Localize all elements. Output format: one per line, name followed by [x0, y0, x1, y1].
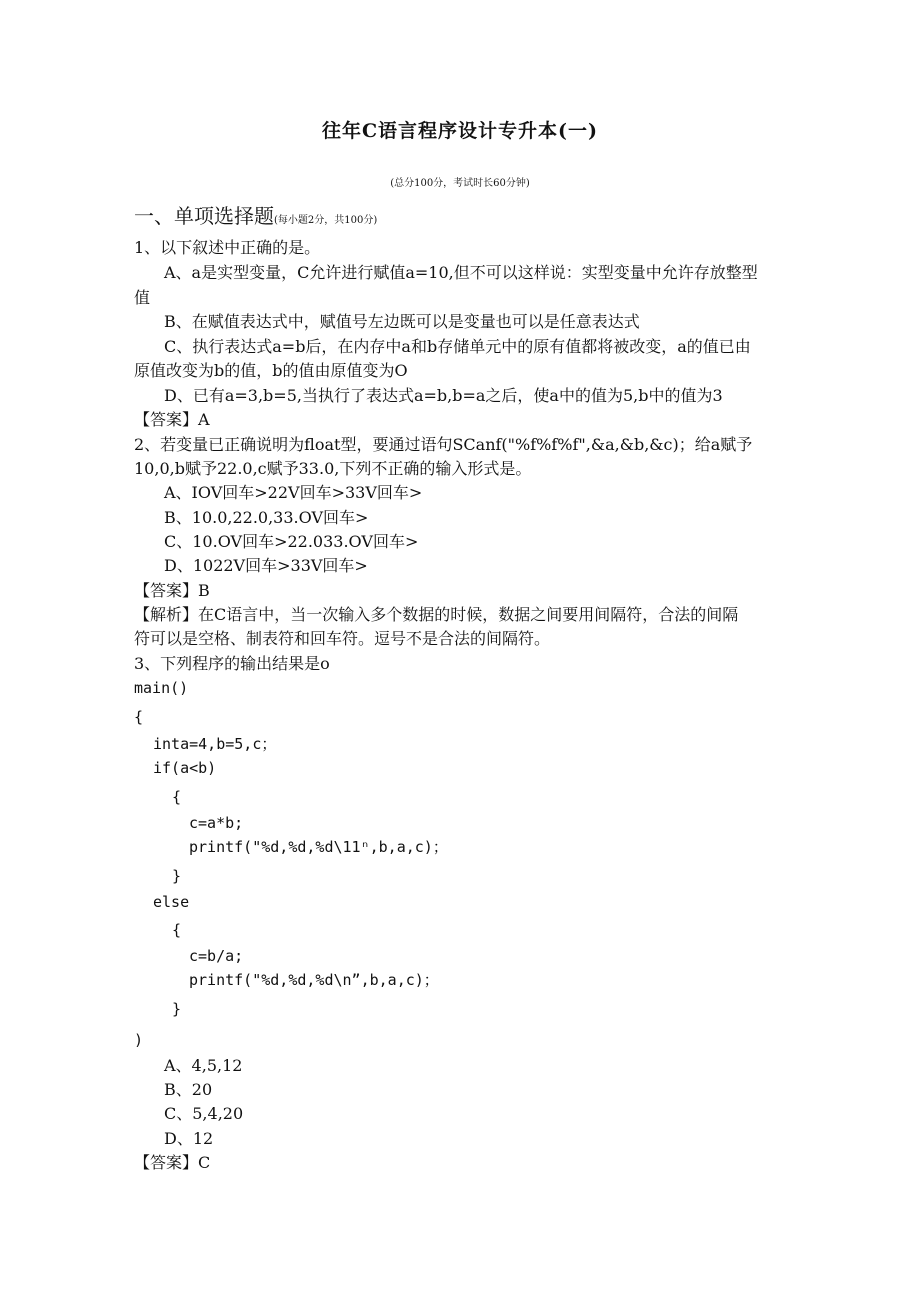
q1-answer: 【答案】A — [134, 410, 210, 429]
q1-option-a-cont: 值 — [134, 288, 151, 307]
q2-answer: 【答案】B — [134, 581, 210, 600]
q2-stem-cont: 10,0,b赋予22.0,c赋予33.0,下列不正确的输入形式是。 — [134, 459, 532, 478]
q3-stem: 3、下列程序的输出结果是o — [134, 654, 330, 673]
q1-stem: 1、以下叙述中正确的是。 — [134, 238, 321, 257]
code-line: { — [134, 708, 144, 726]
q1-option-a: A、a是实型变量，C允许进行赋值a=10,但不可以这样说：实型变量中允许存放整型 — [164, 263, 758, 282]
code-line: inta=4,b=5,c； — [153, 735, 277, 753]
q1-option-d: D、已有a=3,b=5,当执行了表达式a=b,b=a之后，使a中的值为5,b中的值为3 — [164, 386, 723, 405]
q2-option-a: A、IOV回车>22V回车>33V回车> — [164, 483, 423, 502]
code-line: printf("%d,%d,%d\n”,b,a,c)； — [189, 971, 439, 989]
q1-option-c-cont: 原值改变为b的值，b的值由原值变为O — [134, 361, 408, 380]
q3-option-c: C、5,4,20 — [164, 1104, 244, 1123]
code-line: main() — [134, 679, 189, 697]
q3-option-a: A、4,5,12 — [164, 1056, 243, 1075]
code-line: printf("%d,%d,%d\11ⁿ,b,a,c)； — [189, 838, 448, 856]
q1-option-c: C、执行表达式a=b后，在内存中a和b存储单元中的原有值都将被改变，a的值已由 — [164, 337, 751, 356]
q2-option-b: B、10.0,22.0,33.OV回车> — [164, 508, 369, 527]
code-line: } — [172, 867, 182, 885]
q2-analysis: 【解析】在C语言中，当一次输入多个数据的时候，数据之间要用间隔符，合法的间隔 — [134, 605, 739, 624]
document-subtitle: (总分100分，考试时长60分钟) — [390, 178, 530, 189]
code-line: c=a*b; — [189, 814, 244, 832]
q1-option-b: B、在赋值表达式中，赋值号左边既可以是变量也可以是任意表达式 — [164, 312, 640, 331]
q2-option-c: C、10.OV回车>22.033.OV回车> — [164, 532, 419, 551]
document-title: 往年C语言程序设计专升本(一) — [321, 120, 599, 142]
section-heading — [134, 200, 377, 229]
q3-answer: 【答案】C — [134, 1153, 211, 1172]
code-line: } — [172, 1000, 182, 1018]
q3-option-d: D、12 — [164, 1129, 214, 1148]
q3-option-b: B、20 — [164, 1080, 213, 1099]
q2-option-d: D、1022V回车>33V回车> — [164, 556, 368, 575]
code-line: if(a<b) — [153, 759, 217, 777]
code-line: { — [172, 921, 182, 939]
code-line: c=b/a; — [189, 947, 244, 965]
q2-stem: 2、若变量已正确说明为float型，要通过语句SCanf("%f%f%f",&a,&b,&c)；给a赋予 — [134, 435, 753, 454]
section-note: (每小题2分，共100分) — [274, 215, 378, 226]
section-title: 一、单项选择题 — [134, 204, 274, 228]
q2-analysis-cont: 符可以是空格、制表符和回车符。逗号不是合法的间隔符。 — [134, 629, 551, 648]
code-line: ) — [134, 1031, 144, 1049]
code-line: { — [172, 788, 182, 806]
code-line: else — [153, 893, 190, 911]
